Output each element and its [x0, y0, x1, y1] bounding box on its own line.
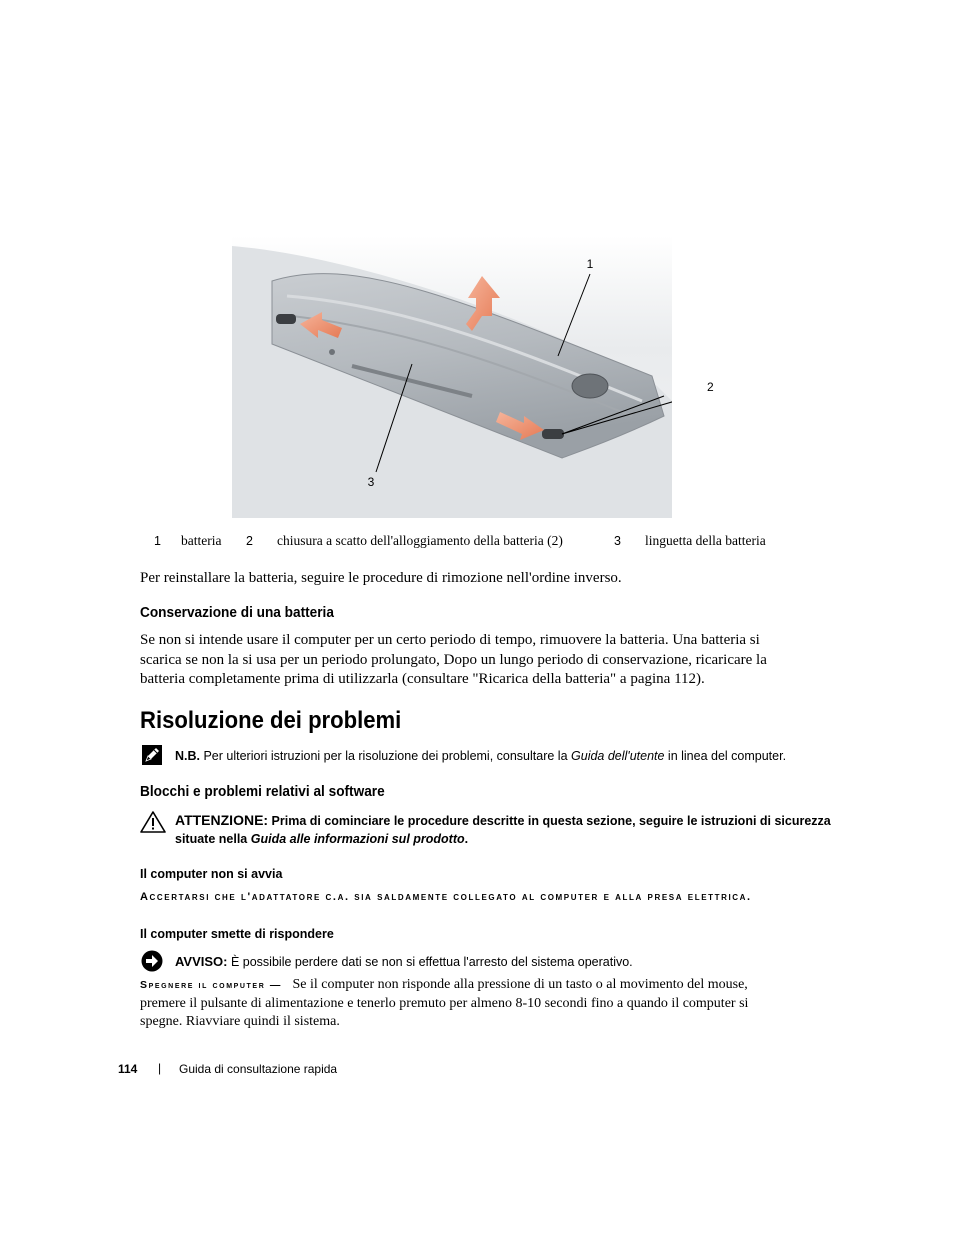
- stops-line-2: premere il pulsante di alimentazione e tenerlo premuto per almeno 8-10 secondi fino a quando il computer si: [140, 995, 749, 1011]
- caution-text: [175, 811, 831, 848]
- caution-label: ATTENZIONE:: [175, 812, 269, 828]
- latch-left: [276, 314, 296, 324]
- screw: [329, 349, 335, 355]
- note-text-after: in linea del computer.: [664, 749, 787, 763]
- latch-right: [542, 429, 564, 439]
- software-heading: Blocchi e problemi relativi al software: [140, 784, 385, 800]
- legend-number-2: 2: [246, 534, 253, 548]
- storage-line-1: Se non si intende usare il computer per un certo periodo di tempo, rimuovere la batteria. Una batteria si: [140, 632, 760, 648]
- callout-2-label: 2: [707, 380, 714, 394]
- legend-number-3: 3: [614, 534, 621, 548]
- storage-heading: Conservazione di una batteria: [140, 605, 334, 621]
- stops-heading: Il computer smette di rispondere: [140, 927, 334, 941]
- note-pencil-icon: [141, 744, 163, 766]
- note-label: N.B.: [175, 749, 200, 763]
- legend-number-1: 1: [154, 534, 161, 548]
- no-start-instruction: Accertarsi che l'adattatore c.a. sia saldamente collegato al computer e alla presa elettrica.: [140, 891, 752, 903]
- notice-arrow-icon: [141, 950, 163, 972]
- callout-3: 3: [367, 475, 375, 489]
- stops-line-3: spegne. Riavviare quindi il sistema.: [140, 1014, 340, 1029]
- notice-text: [175, 953, 633, 971]
- footer-separator: |: [158, 1061, 162, 1075]
- callout-1: 1: [586, 257, 594, 271]
- footer-title: Guida di consultazione rapida: [179, 1062, 338, 1076]
- caution-triangle-icon: [140, 811, 166, 833]
- stops-paragraph: [140, 976, 840, 1032]
- notice-label: AVVISO:: [175, 954, 228, 969]
- no-start-heading: Il computer non si avvia: [140, 867, 283, 881]
- battery-removal-illustration: [232, 236, 672, 518]
- stops-lead: Spegnere il computer —: [140, 979, 282, 991]
- stops-line-1: Se il computer non risponde alla pressione di un tasto o al movimento del mouse,: [292, 977, 748, 992]
- storage-paragraph: [140, 631, 767, 690]
- storage-line-2: scarica se non la si usa per un periodo prolungato, Dopo un lungo periodo di conservazione, ricaricare la: [140, 651, 767, 668]
- storage-line-3: batteria completamente prima di utilizzarla (consultare "Ricarica della batteria" a pagina 112).: [140, 671, 705, 687]
- caution-line-2-before: situate nella: [175, 832, 251, 846]
- notice-body: È possibile perdere dati se non si effettua l'arresto del sistema operativo.: [227, 955, 633, 969]
- caution-line-2-after: .: [464, 832, 469, 846]
- note-italic: Guida dell'utente: [571, 749, 665, 763]
- note-text: [175, 747, 786, 765]
- legend-label-2: chiusura a scatto dell'alloggiamento della batteria (2): [277, 533, 563, 548]
- legend-label-1: batteria: [181, 533, 222, 548]
- legend-label-3: linguetta della batteria: [645, 533, 766, 548]
- reinstall-paragraph: Per reinstallare la batteria, seguire le procedure di rimozione nell'ordine inverso.: [140, 570, 622, 586]
- caution-italic: Guida alle informazioni sul prodotto: [250, 832, 465, 846]
- page-number: 114: [118, 1062, 138, 1076]
- troubleshooting-heading: Risoluzione dei problemi: [140, 707, 402, 734]
- caution-line-1: Prima di cominciare le procedure descritte in questa sezione, seguire le istruzioni di sicurezza: [268, 814, 831, 828]
- battery-button: [572, 374, 608, 398]
- note-text-before: Per ulteriori istruzioni per la risoluzione dei problemi, consultare la: [200, 749, 572, 763]
